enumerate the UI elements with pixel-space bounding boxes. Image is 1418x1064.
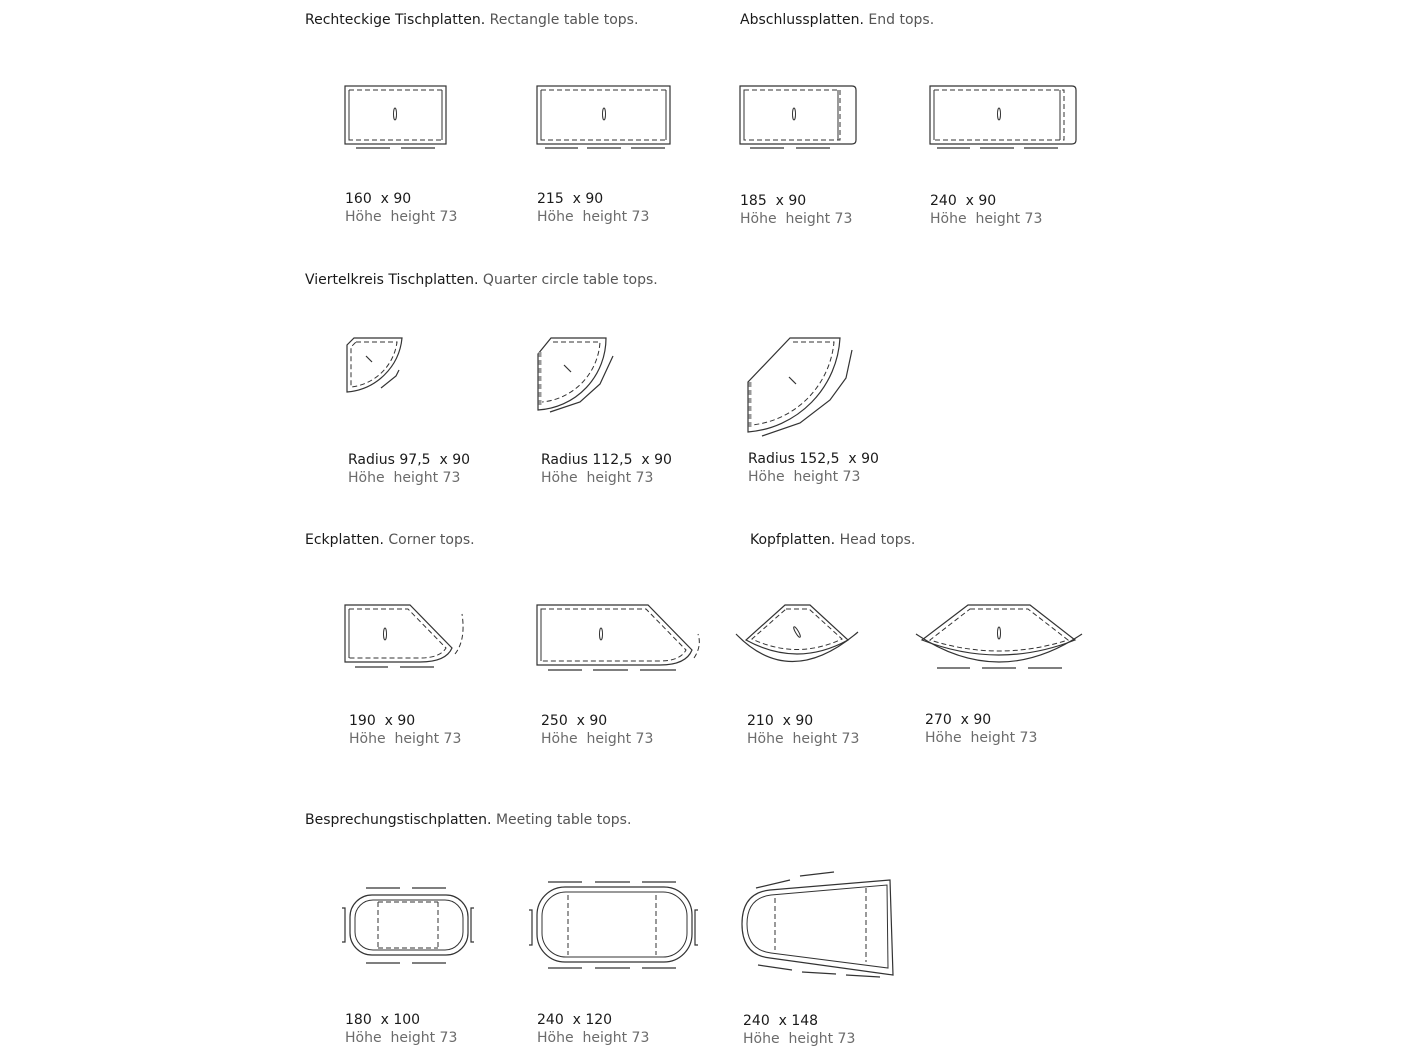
dimension-label: 270 x 90 (925, 712, 992, 728)
height-label: Höhe height 73 (345, 209, 458, 225)
heading-de: Kopfplatten. (750, 532, 836, 548)
table-drawing-quarter-97 (347, 338, 402, 392)
table-drawing-rect-215 (537, 86, 670, 148)
heading-en: Quarter circle table tops. (482, 272, 658, 288)
table-drawing-meeting-180 (342, 888, 474, 963)
dimension-label: 180 x 100 (345, 1012, 421, 1028)
heading-en: Rectangle table tops. (489, 12, 639, 28)
height-label: Höhe height 73 (748, 469, 861, 485)
heading-de: Rechteckige Tischplatten. (305, 12, 486, 28)
table-drawing-corner-190 (345, 605, 463, 667)
height-label: Höhe height 73 (541, 470, 654, 486)
table-drawing-head-270 (916, 605, 1082, 668)
height-label: Höhe height 73 (930, 211, 1043, 227)
height-label: Höhe height 73 (348, 470, 461, 486)
heading-en: Corner tops. (388, 532, 475, 548)
height-label: Höhe height 73 (925, 730, 1038, 746)
dimension-label: 190 x 90 (349, 713, 416, 729)
table-drawing-head-210 (736, 605, 858, 662)
table-drawing-end-185 (740, 86, 856, 148)
heading-en: Meeting table tops. (495, 812, 632, 828)
dimension-label: 215 x 90 (537, 191, 604, 207)
dimension-label: 240 x 120 (537, 1012, 613, 1028)
table-drawing-quarter-152 (748, 338, 852, 436)
dimension-label: Radius 97,5 x 90 (348, 452, 471, 468)
height-label: Höhe height 73 (349, 731, 462, 747)
dimension-label: Radius 152,5 x 90 (748, 451, 879, 467)
dimension-label: 185 x 90 (740, 193, 807, 209)
dimension-label: Radius 112,5 x 90 (541, 452, 672, 468)
heading-de: Viertelkreis Tischplatten. (305, 272, 479, 288)
heading-de: Abschlussplatten. (740, 12, 864, 28)
dimension-label: 250 x 90 (541, 713, 608, 729)
table-drawing-corner-250 (537, 605, 699, 670)
table-drawing-meeting-240a (529, 882, 698, 968)
dimension-label: 160 x 90 (345, 191, 412, 207)
heading-en: Head tops. (839, 532, 916, 548)
heading-de: Eckplatten. (305, 532, 384, 548)
height-label: Höhe height 73 (747, 731, 860, 747)
height-label: Höhe height 73 (740, 211, 853, 227)
dimension-label: 240 x 90 (930, 193, 997, 209)
heading-en: End tops. (868, 12, 935, 28)
dimension-label: 240 x 148 (743, 1013, 819, 1029)
height-label: Höhe height 73 (537, 209, 650, 225)
dimension-label: 210 x 90 (747, 713, 814, 729)
height-label: Höhe height 73 (743, 1031, 856, 1047)
height-label: Höhe height 73 (541, 731, 654, 747)
heading-de: Besprechungstischplatten. (305, 812, 492, 828)
height-label: Höhe height 73 (537, 1030, 650, 1046)
table-drawing-rect-160 (345, 86, 446, 148)
table-drawing-end-240 (930, 86, 1076, 148)
height-label: Höhe height 73 (345, 1030, 458, 1046)
table-drawing-meeting-240b (742, 872, 893, 977)
table-drawing-quarter-112 (538, 338, 613, 412)
